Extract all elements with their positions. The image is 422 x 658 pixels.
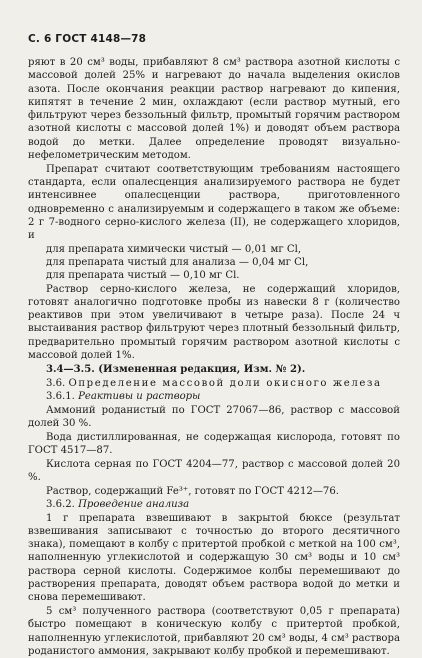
limit-analytical-grade: для препарата чистый для анализа — 0,04 мг Cl, [46, 256, 309, 268]
subsection-title: Реактивы и растворы [78, 391, 201, 403]
subsection-title: Проведение анализа [78, 499, 190, 511]
subsection-number: 3.6.1. [46, 391, 75, 403]
reagent-ammonium-thiocyanate: Аммоний роданистый по ГОСТ 27067—86, раствор с массовой долей 30 %. [28, 404, 400, 430]
section-number: 3.6. [46, 377, 66, 389]
paragraph-weighing: 1 г препарата взвешивают в закрытой бюксе (результат взвешивания записывают с точностью до второго десятичного знака), помещают в колбу с притертой пробкой с меткой на 100 см³, наполненную углекислотой и содержащую 30 см³ воды и 10 см³ раствора серной кислоты. Содержимое колбы перемешивают до растворения препарата, доводят объем раствора водой до метки и снова перемешивают. [28, 512, 400, 604]
reagent-sulfuric-acid: Кислота серная по ГОСТ 4204—77, раствор с массовой долей 20 %. [28, 458, 400, 484]
reagent-fe3-solution: Раствор, содержащий Fe³⁺, готовят по ГОСТ 4212—76. [46, 486, 339, 497]
subsection-heading-3-6-2 [28, 498, 400, 511]
reagent-water: Вода дистиллированная, не содержащая кислорода, готовят по ГОСТ 4517—87. [28, 431, 400, 457]
document-body [28, 56, 400, 658]
amendment-text: 3.4—3.5. (Измененная редакция, Изм. № 2). [46, 363, 306, 375]
paragraph-requirements: Препарат считают соответствующим требованиям настоящего стандарта, если опалесценция анализируемого раствора не будет интенсивнее опалесценции раствора, приготовленного одновременно с анализируемым и содержащего в таком же объеме: 2 г 7-водного серно-кислого железа (II), не содержащего хлоридов, и [28, 163, 400, 242]
page-header: С. 6 ГОСТ 4148—78 [28, 33, 147, 45]
section-title: Определение массовой доли окисного железа [68, 377, 382, 389]
paragraph-iron-sulfate-solution: Раствор серно-кислого железа, не содержащий хлоридов, готовят аналогично подготовке пробы из навески 8 г (количество реактивов при этом увеличивают в четыре раза). После 24 ч выстаивания раствор фильтруют через плотный беззольный фильтр, предварительно промытый горячим раствором азотной кислоты с массовой долей 1%. [28, 283, 400, 362]
subsection-number: 3.6.2. [46, 499, 75, 511]
limit-chemically-pure: для препарата химически чистый — 0,01 мг Cl, [46, 243, 302, 255]
amendment-note [28, 363, 400, 376]
limit-pure: для препарата чистый — 0,10 мг Cl. [46, 270, 240, 282]
paragraph-aliquot: 5 см³ полученного раствора (соответствуют 0,05 г препарата) быстро помещают в коническую колбу с притертой пробкой, наполненную углекислотой, прибавляют 20 см³ воды, 4 см³ раствора роданистого аммония, закрывают колбу пробкой и перемешивают. [28, 606, 400, 658]
section-heading-3-6 [28, 377, 400, 390]
paragraph-continuation: ряют в 20 см³ воды, прибавляют 8 см³ раствора азотной кислоты с массовой долей 25% и нагревают до начала выделения окислов азота. После окончания реакции раствор нагревают до кипения, кипятят в течение 2 мин, охлаждают (если раствор мутный, его фильтруют через беззольный фильтр, промытый горячим раствором азотной кислоты с массовой долей 1%) и доводят объем раствора водой до метки. Далее определение проводят визуально-нефелометрическим методом. [28, 57, 400, 162]
subsection-heading-3-6-1 [28, 390, 400, 403]
